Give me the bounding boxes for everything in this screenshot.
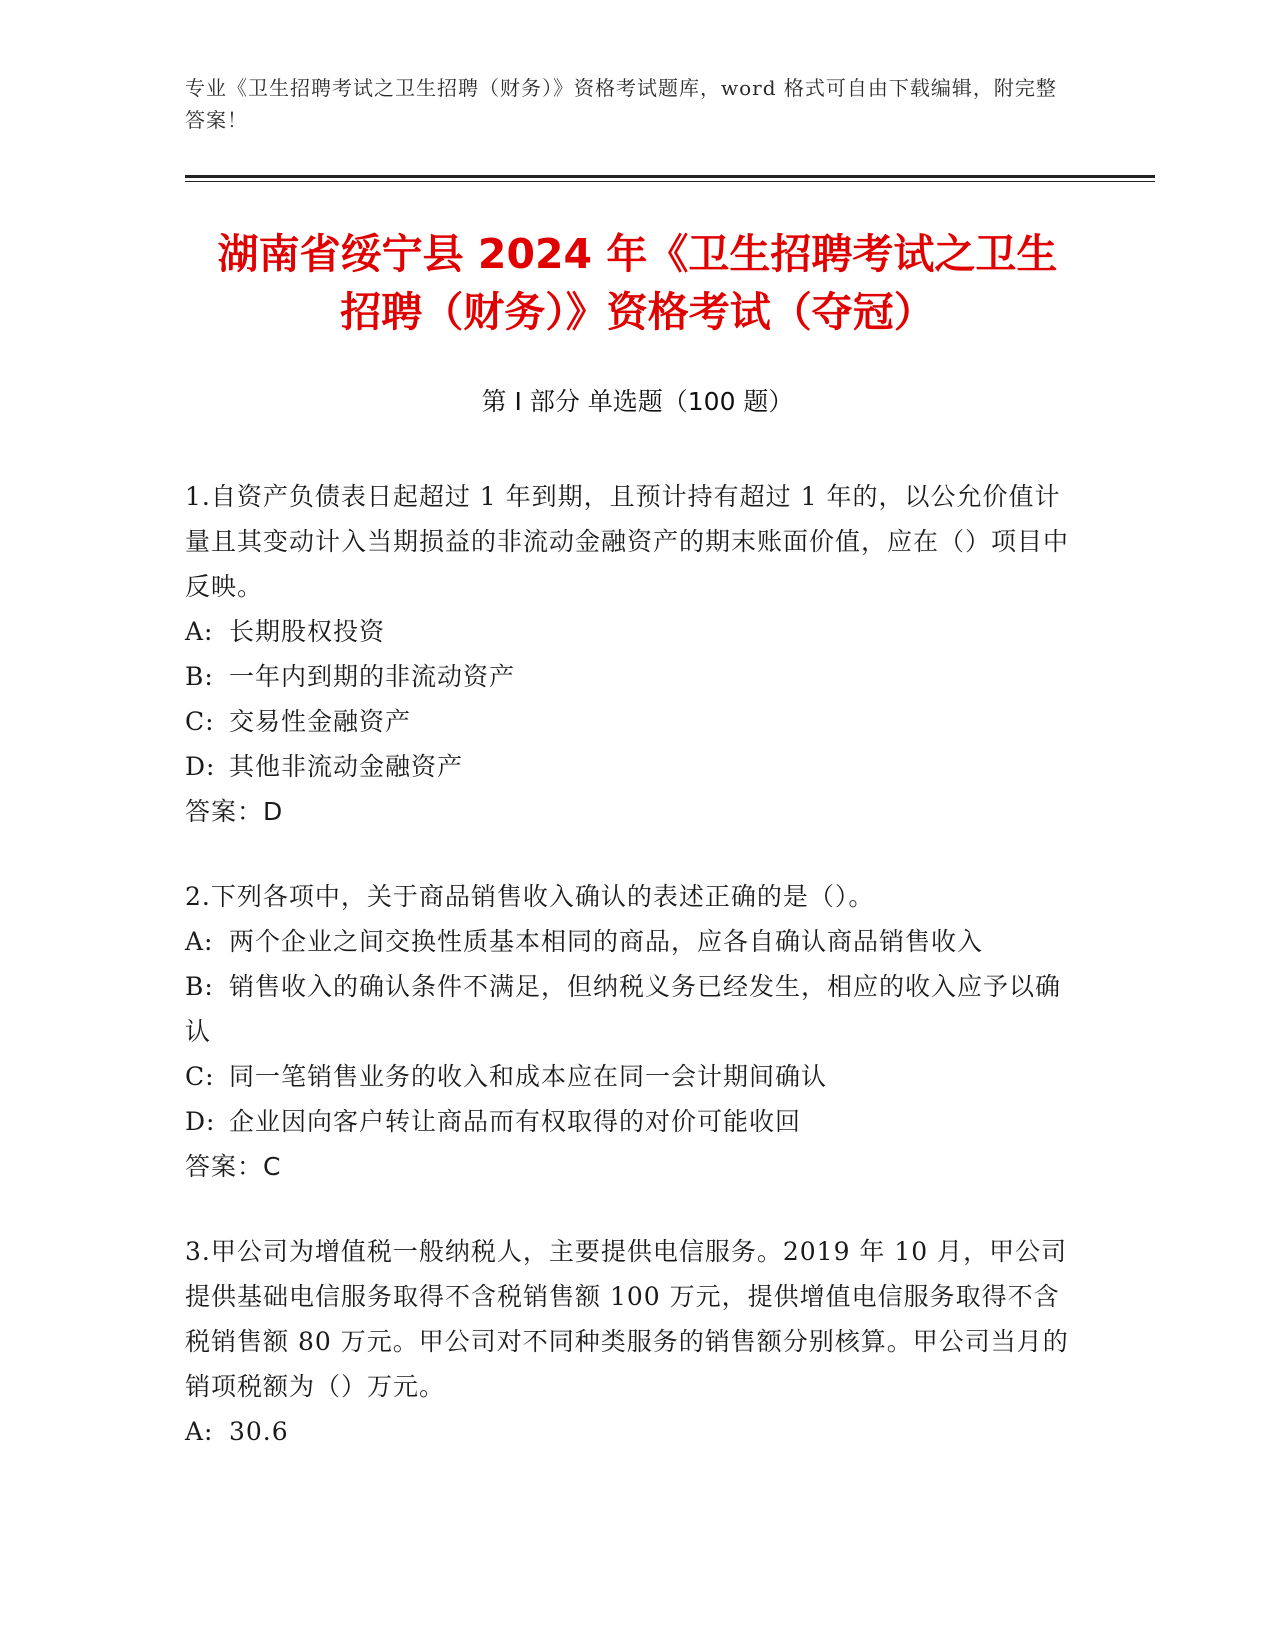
option-text: 同一笔销售业务的收入和成本应在同一会计期间确认 [229, 1062, 828, 1091]
question-text: 1.自资产负债表日起超过 1 年到期，且预计持有超过 1 年的，以公允价值计量且其变动计入当期损益的非流动金融资产的期末账面价值，应在（）项目中反映。 [185, 482, 1070, 601]
option-a [185, 1409, 1070, 1454]
option-letter: B: [185, 662, 214, 691]
option-letter: A: [185, 1417, 214, 1446]
option-text: 一年内到期的非流动资产 [229, 662, 516, 691]
option-letter: D: [185, 752, 216, 781]
option-a [185, 609, 1070, 654]
option-c [185, 1054, 1070, 1099]
header-note: 专业《卫生招聘考试之卫生招聘（财务）》资格考试题库，word 格式可自由下载编辑，附完整答案！ [185, 76, 1057, 132]
answer-text: 答案：D [185, 797, 284, 826]
option-letter: C: [185, 1062, 215, 1091]
option-b [185, 964, 1070, 1054]
option-c [185, 699, 1070, 744]
option-a [185, 919, 1070, 964]
option-d [185, 1099, 1070, 1144]
question-3 [185, 1229, 1070, 1454]
option-letter: A: [185, 927, 214, 956]
header-rule-thin [185, 181, 1155, 182]
document-title-line-2: 招聘（财务）》资格考试（夺冠） [340, 288, 935, 336]
option-text: 长期股权投资 [229, 617, 386, 646]
option-letter: A: [185, 617, 214, 646]
option-d [185, 744, 1070, 789]
option-b [185, 654, 1070, 699]
question-1 [185, 474, 1070, 834]
document-title [170, 225, 1105, 341]
header-rule-thick [185, 175, 1155, 178]
question-2 [185, 874, 1070, 1189]
option-text: 其他非流动金融资产 [229, 752, 464, 781]
question-list [185, 474, 1070, 1494]
option-text: 企业因向客户转让商品而有权取得的对价可能收回 [229, 1107, 802, 1136]
section-title: 第 I 部分 单选题（100 题） [481, 387, 794, 416]
option-text: 两个企业之间交换性质基本相同的商品，应各自确认商品销售收入 [229, 927, 984, 956]
option-text: 交易性金融资产 [229, 707, 412, 736]
option-text: 30.6 [229, 1417, 289, 1446]
option-text: 销售收入的确认条件不满足，但纳税义务已经发生，相应的收入应予以确认 [185, 972, 1062, 1046]
option-letter: D: [185, 1107, 216, 1136]
option-letter: B: [185, 972, 214, 1001]
document-title-line-1: 湖南省绥宁县 2024 年《卫生招聘考试之卫生 [217, 230, 1058, 278]
option-letter: C: [185, 707, 215, 736]
answer-text: 答案：C [185, 1152, 282, 1181]
question-text: 2.下列各项中，关于商品销售收入确认的表述正确的是（）。 [185, 882, 875, 911]
question-text: 3.甲公司为增值税一般纳税人，主要提供电信服务。2019 年 10 月，甲公司提供基础电信服务取得不含税销售额 100 万元，提供增值电信服务取得不含税销售额 80 万元。甲公司对不同种类服务的销售额分别核算。甲公司当月的销项税额为（）万元。 [185, 1237, 1069, 1401]
